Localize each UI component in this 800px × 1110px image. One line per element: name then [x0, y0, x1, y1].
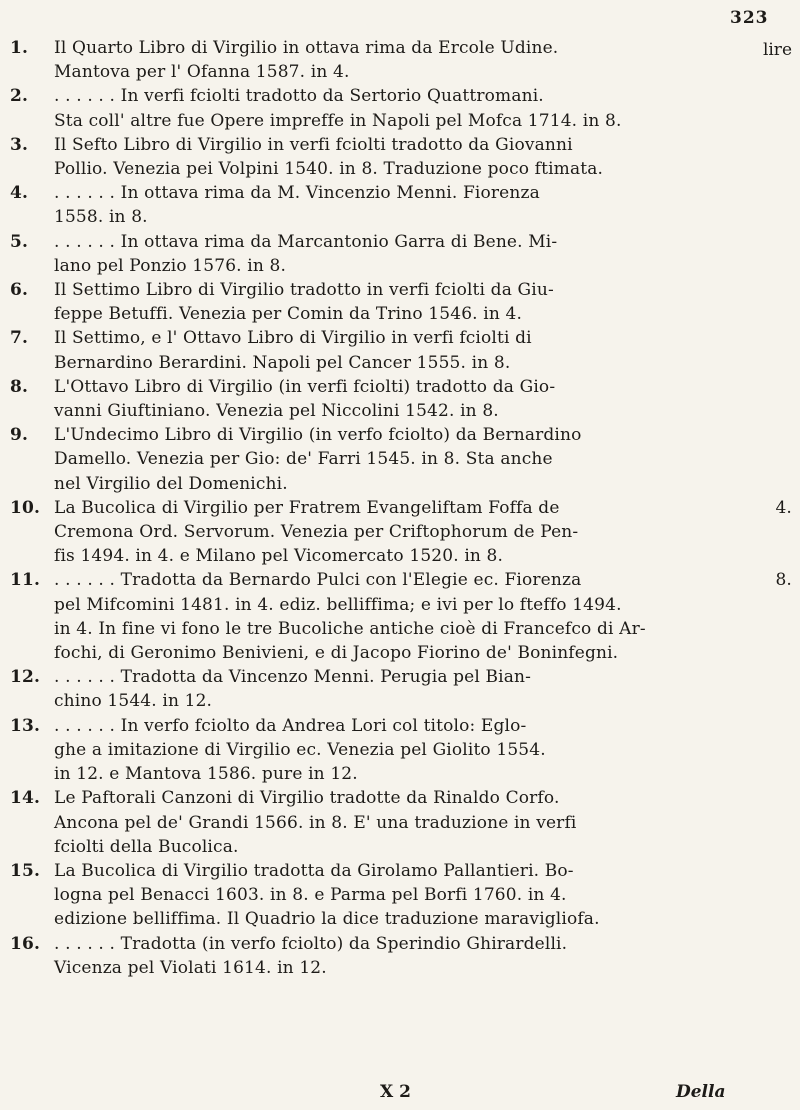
- catalog-entry: [0, 326, 752, 374]
- entry-line: Mantova per l' Ofanna 1587. in 4.: [54, 62, 350, 83]
- catalog-entry: [0, 230, 752, 278]
- entry-line: pel Mifcomini 1481. in 4. ediz. belliffima; e ivi per lo fteffo 1494.: [54, 594, 622, 615]
- entry-number: 4.: [10, 183, 29, 204]
- entry-number: 10.: [10, 497, 41, 518]
- entry-number: 3.: [10, 134, 29, 155]
- catalog-entry: [0, 375, 752, 423]
- entry-number: 7.: [10, 328, 29, 349]
- catalog-entry: [0, 786, 752, 859]
- entry-number: 5.: [10, 231, 29, 252]
- entry-line: Sta coll' altre fue Opere impreffe in Napoli pel Mofca 1714. in 8.: [54, 110, 622, 131]
- entry-line: Il Settimo Libro di Virgilio tradotto in verfi fciolti da Giu-: [54, 280, 554, 301]
- entry-line: fis 1494. in 4. e Milano pel Vicomercato 1520. in 8.: [54, 546, 504, 567]
- entry-line: . . . . . . Tradotta da Bernardo Pulci con l'Elegie ec. Fiorenza: [54, 570, 582, 591]
- catalog-entry: [0, 665, 752, 713]
- entry-line: Pollio. Venezia pei Volpini 1540. in 8. Traduzione poco ftimata.: [54, 159, 604, 180]
- entry-line: . . . . . . Tradotta (in verfo fciolto) da Sperindio Ghirardelli.: [54, 933, 568, 954]
- entry-line: fochi, di Geronimo Benivieni, e di Jacopo Fiorino de' Boninfegni.: [54, 643, 619, 664]
- entry-line: logna pel Benacci 1603. in 8. e Parma pel Borfi 1760. in 4.: [54, 885, 567, 906]
- catalog-entry: [0, 714, 752, 787]
- entry-line: Le Paftorali Canzoni di Virgilio tradotte da Rinaldo Corfo.: [54, 788, 560, 809]
- entry-number: 14.: [10, 788, 41, 809]
- entry-line: L'Undecimo Libro di Virgilio (in verfo fciolto) da Bernardino: [54, 425, 582, 446]
- catalog-entry: [0, 932, 752, 980]
- entry-line: vanni Giuftiniano. Venezia pel Niccolini 1542. in 8.: [54, 401, 499, 422]
- entry-number: 2.: [10, 86, 29, 107]
- entry-number: 13.: [10, 715, 41, 736]
- entry-line: 1558. in 8.: [54, 207, 148, 228]
- entry-line: Il Quarto Libro di Virgilio in ottava rima da Ercole Udine.: [54, 38, 559, 58]
- entry-number: 1.: [10, 38, 29, 58]
- entry-line: Damello. Venezia per Gio: de' Farri 1545. in 8. Sta anche: [54, 449, 553, 470]
- entry-line: chino 1544. in 12.: [54, 691, 213, 712]
- catalog-entry: [0, 278, 752, 326]
- catalog-entry: [0, 496, 792, 569]
- signature-mark: X 2: [380, 1082, 411, 1102]
- entry-number: 8.: [10, 376, 29, 397]
- entry-line: in 12. e Mantova 1586. pure in 12.: [54, 764, 358, 785]
- entry-line: Bernardino Berardini. Napoli pel Cancer 1555. in 8.: [54, 352, 511, 373]
- entry-line: . . . . . . In verfo fciolto da Andrea Lori col titolo: Eglo-: [54, 715, 527, 736]
- entry-line: fciolti della Bucolica.: [54, 836, 239, 857]
- catalog-entry: [0, 859, 752, 932]
- entry-line: feppe Betuffi. Venezia per Comin da Trino 1546. in 4.: [54, 304, 523, 325]
- entry-number: 11.: [10, 570, 41, 591]
- catalog-entry: [0, 181, 752, 229]
- entry-line: . . . . . . In ottava rima da Marcantonio Garra di Bene. Mi-: [54, 231, 558, 252]
- entry-number: 12.: [10, 667, 41, 688]
- entry-line: . . . . . . In ottava rima da M. Vincenzio Menni. Fiorenza: [54, 183, 540, 204]
- entry-line: La Bucolica di Virgilio per Fratrem Evangeliftam Foffa de: [54, 497, 560, 518]
- entry-number: 16.: [10, 933, 41, 954]
- catchword: Della: [676, 1082, 726, 1102]
- price-column-label: lire: [762, 40, 792, 60]
- entry-number: 9.: [10, 425, 29, 446]
- catalog-entry: [0, 568, 792, 665]
- catalog-entry: [0, 84, 752, 132]
- catalog-entry: [0, 133, 752, 181]
- entry-line: lano pel Ponzio 1576. in 8.: [54, 255, 287, 276]
- entry-line: . . . . . . Tradotta da Vincenzo Menni. Perugia pel Bian-: [54, 667, 532, 688]
- entry-line: Il Settimo, e l' Ottavo Libro di Virgilio in verfi fciolti di: [54, 328, 532, 349]
- entry-line: ghe a imitazione di Virgilio ec. Venezia pel Giolito 1554.: [54, 739, 546, 760]
- entry-line: in 4. In fine vi fono le tre Bucoliche antiche cioè di Francefco di Ar-: [54, 618, 646, 639]
- entry-line: La Bucolica di Virgilio tradotta da Girolamo Pallantieri. Bo-: [54, 860, 574, 881]
- entry-line: nel Virgilio del Domenichi.: [54, 473, 288, 494]
- entry-line: . . . . . . In verfi fciolti tradotto da Sertorio Quattromani.: [54, 86, 544, 107]
- entry-line: Vicenza pel Violati 1614. in 12.: [54, 957, 327, 978]
- page-number: 323: [730, 8, 769, 28]
- entry-price: 4.: [775, 497, 792, 518]
- entry-line: Il Sefto Libro di Virgilio in verfi fciolti tradotto da Giovanni: [54, 134, 573, 155]
- entry-number: 15.: [10, 860, 41, 881]
- entry-price: 8.: [775, 570, 792, 591]
- entry-line: Ancona pel de' Grandi 1566. in 8. E' una traduzione in verfi: [54, 812, 577, 833]
- catalog-entry: [0, 36, 752, 84]
- catalog-entry: [0, 423, 752, 496]
- entry-line: L'Ottavo Libro di Virgilio (in verfi fciolti) tradotto da Gio-: [54, 376, 556, 397]
- entry-number: 6.: [10, 280, 29, 301]
- entry-line: Cremona Ord. Servorum. Venezia per Criftophorum de Pen-: [54, 522, 579, 543]
- entry-line: edizione belliffima. Il Quadrio la dice traduzione maravigliofa.: [54, 909, 600, 930]
